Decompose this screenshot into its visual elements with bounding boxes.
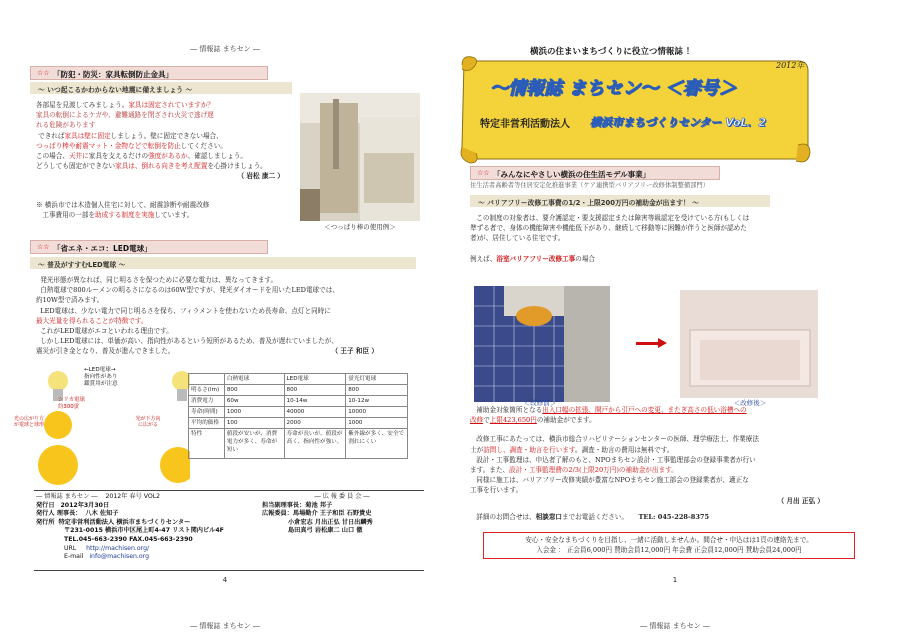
subsidy-details: 補助金対象箇所となる出入口幅の拡張、開戸から引戸への変更、またぎ高さの低い浴槽への 改修で上限423,650円の補助金がでます。 改修工事にあたっては、横浜市総合リハビリテーションセンターの医師、理学療法士、作業療法 士が訪問し、調査・助言を行います。調査・助言の費用は無料です。 設計・工事監理は、申込者了解のもと、NPOまちセン設計・工事監理部会の登録事業者が行い ます。また、設計・工事監理費の2/3(上限20万円)の補助金が出ます。 同様に施工は、バリアフリー改修実績が豊富なNPOまちセン施工部会の登録業者が、適正な 工事を行います。 （ 月出 正弘 ） 詳細のお問合せは、相談窓口までお電話ください。 TEL: 045-228-8375	[470, 406, 824, 521]
table-header-cell: 蛍光灯電球	[346, 374, 408, 385]
table-cell: 40000	[284, 407, 346, 418]
led-comparison-table	[188, 373, 408, 459]
contact-phone[interactable]: TEL: 045-228-8375	[638, 512, 710, 521]
website-link[interactable]: http://machisen.org/	[86, 544, 150, 552]
title-scroll-banner	[458, 55, 813, 166]
section-title: 「みんなにやさしい横浜の住生活モデル事業」	[493, 170, 651, 179]
arrow-head-icon	[658, 338, 667, 348]
table-cell: 2000	[284, 418, 346, 429]
photo-caption: ＜つっぱり棒の使用例＞	[324, 223, 396, 231]
section-led-body: 発光形態が異なれば、同じ明るさを保つために必要な電力は、異なってきます。 白熱電球で800ルーメンの明るさになるのは60W型ですが、発光ダイオードを用いたLED電球では、 約10W型で済みます。 LED電球は、少ない電力で同じ明るさを保ち、フィラメントを使わないため長寿命、点灯と同時に 最大光量を得られることが特徴です。 これがLED電球がエコといわれる理由です。 しかしLED電球には、単価が高い、指向性があるという短所があるため、普及が遅れていましたが、 震災が引き金となり、普及が進んできました。 （ 王子 和臣 ）	[36, 276, 378, 356]
after-caption: ＜改修後＞	[733, 399, 767, 407]
section-title: 「省エネ・エコ：LED電球」	[53, 244, 152, 253]
section-led-heading: ☆☆ 「省エネ・エコ：LED電球」	[30, 240, 268, 254]
table-cell: 1000	[224, 407, 284, 418]
table-cell: 明るさ(lm)	[189, 385, 225, 396]
issue-year: 2012年	[776, 61, 805, 70]
table-cell: 値段が安いが、消費電力が多く、寿命が短い	[224, 429, 284, 459]
tagline: 横浜の住まいまちづくりに役立つ情報誌 ！	[530, 47, 695, 57]
table-row	[189, 385, 408, 396]
pr-committee: ― 広 報 委 員 会 ― 担当副理事長：菊池 邦子 広報委員：馬場勤介 王子和臣 石野貴史 小倉宏志 月出正弘 甘日出麟秀 島田真弓 岩松康二 山口 徹	[262, 493, 373, 535]
table-cell: 寿命(時間)	[189, 407, 225, 418]
tension-rod-photo	[300, 93, 420, 221]
table-cell: 1000	[346, 418, 408, 429]
table-cell: 10-12w	[346, 396, 408, 407]
page-footer: ― 情報誌 まちセン ―	[640, 622, 710, 630]
subsidy-note: ※ 横浜市では木造個人住宅に対して、耐震診断や耐震改修 工事費用の一部を助成する制度を実施しています。	[36, 201, 210, 220]
table-cell: 60w	[224, 396, 284, 407]
table-cell: 平均的価格	[189, 418, 225, 429]
magazine-title: ～情報誌 まちセン～ ＜春号＞	[490, 78, 737, 99]
program-name: 住生活者高齢者等住居安定化推進事業（ケア連携型バリアフリー改修体制整備部門）	[470, 182, 710, 189]
table-row	[189, 407, 408, 418]
section-title: 「防犯・防災：家具転倒防止金具」	[53, 70, 173, 79]
colophon: ― 情報誌 まちセン ― 2012年 春号 VOL2 発行日 2012年3月30日 発行人 理事長： 八木 佐知子 発行所 特定非営利活動法人 横浜市まちづくりセンター 〒231-0015 横浜市中区尾上町4-47 リスト関内ビル4F TEL.045-663-2390 FAX.045-663-2390 URL http://machisen.org/ E-mail info@machisen.org	[36, 493, 224, 561]
downward-label: 光が下方向に広がる	[135, 416, 161, 428]
table-cell: 800	[224, 385, 284, 396]
table-row	[189, 418, 408, 429]
table-header-cell: LED電球	[284, 374, 346, 385]
table-cell: 特性	[189, 429, 225, 459]
section-subheading: ～ バリアフリー改修工事費の1/2・上限200万円の補助金が出ます！ ～	[470, 195, 770, 207]
email-link[interactable]: info@machisen.org	[89, 553, 150, 561]
table-header-cell: 白熱電球	[224, 374, 284, 385]
arrow-icon	[636, 342, 660, 345]
section-crime-prevention-body: 各部屋を見渡してみましょう。家具は固定されていますか？ 家具の転倒によるケガや、避難通路を閉ざされ火災で逃げ遅 れる危険があります できれば家具は壁に固定しましょう。壁に固定できない場合、 つっぱり棒や耐震マット・金物などで転倒を防止してください。 この場合、天井に家具を支えるだけの強度があるか、確認しましょう。 どうしても固定ができない家具は、倒れる向きを考え配置を心掛けましょう。 （ 岩松 康二 ）	[36, 101, 284, 181]
page-header: ― 情報誌 まちセン ―	[190, 45, 260, 53]
table-header-cell	[189, 374, 225, 385]
table-cell: 10-14w	[284, 396, 346, 407]
silica-label: シリカ電球 約300蛍	[58, 397, 85, 410]
section-subheading: ～ 普及がすすむLED電球 ～	[30, 257, 416, 269]
page-number: 1	[672, 576, 678, 584]
membership-box: 安心・安全なまちづくりを目指し、一緒に活動しませんか。間合せ・申込はは1頁の連絡先まで。 入会金 ： 正会員6,000円 賛助会員12,000円 年会費 正会員12,000円 賛助会員24,000円	[483, 532, 855, 559]
bathroom-after-photo	[680, 290, 818, 398]
divider	[34, 570, 424, 571]
page-number: 4	[222, 576, 228, 584]
divider	[34, 490, 424, 491]
before-caption: ＜改修前＞	[523, 399, 557, 407]
table-row	[189, 396, 408, 407]
section-subheading: ～ いつ起こるかわからない地震に備えましょう ～	[30, 82, 292, 94]
table-cell: 消費電力	[189, 396, 225, 407]
section-housing-heading: ☆☆ 「みんなにやさしい横浜の住生活モデル事業」	[470, 166, 720, 180]
publisher-name: 横浜市まちづくりセンター VoL．2	[590, 116, 767, 129]
table-cell: 800	[284, 385, 346, 396]
spread-label: 光の広がり方が電球と球形	[13, 416, 44, 428]
table-cell: 紫外線が多く、安全で割れにくい	[346, 429, 408, 459]
led-diagram-labels: ←LED電球→ 指向性があり 鑑賞用が注意	[84, 367, 118, 387]
table-row	[189, 429, 408, 459]
eligibility-text: この制度の対象者は、要介護認定・要支援認定または障害等級認定を受けている方(もしくは 準ずる者で、身体の機能障害や機能低下があり、継続して移動等に困難が伴うと医師が認めた 者)が、居住している住宅です。 例えば、浴室バリアフリー改修工事の場合	[470, 214, 750, 263]
table-header-row	[189, 374, 408, 385]
table-cell: 10000	[346, 407, 408, 418]
publisher-type: 特定非営利活動法人	[480, 119, 570, 130]
section-crime-prevention-heading: ☆☆ 「防犯・防災：家具転倒防止金具」	[30, 66, 268, 80]
table-cell: 100	[224, 418, 284, 429]
bathroom-before-photo	[474, 286, 610, 402]
table-cell: 800	[346, 385, 408, 396]
page-footer: ― 情報誌 まちセン ―	[190, 622, 260, 630]
table-cell: 寿命が長いが、値段が高く、指向性が強い。	[284, 429, 346, 459]
